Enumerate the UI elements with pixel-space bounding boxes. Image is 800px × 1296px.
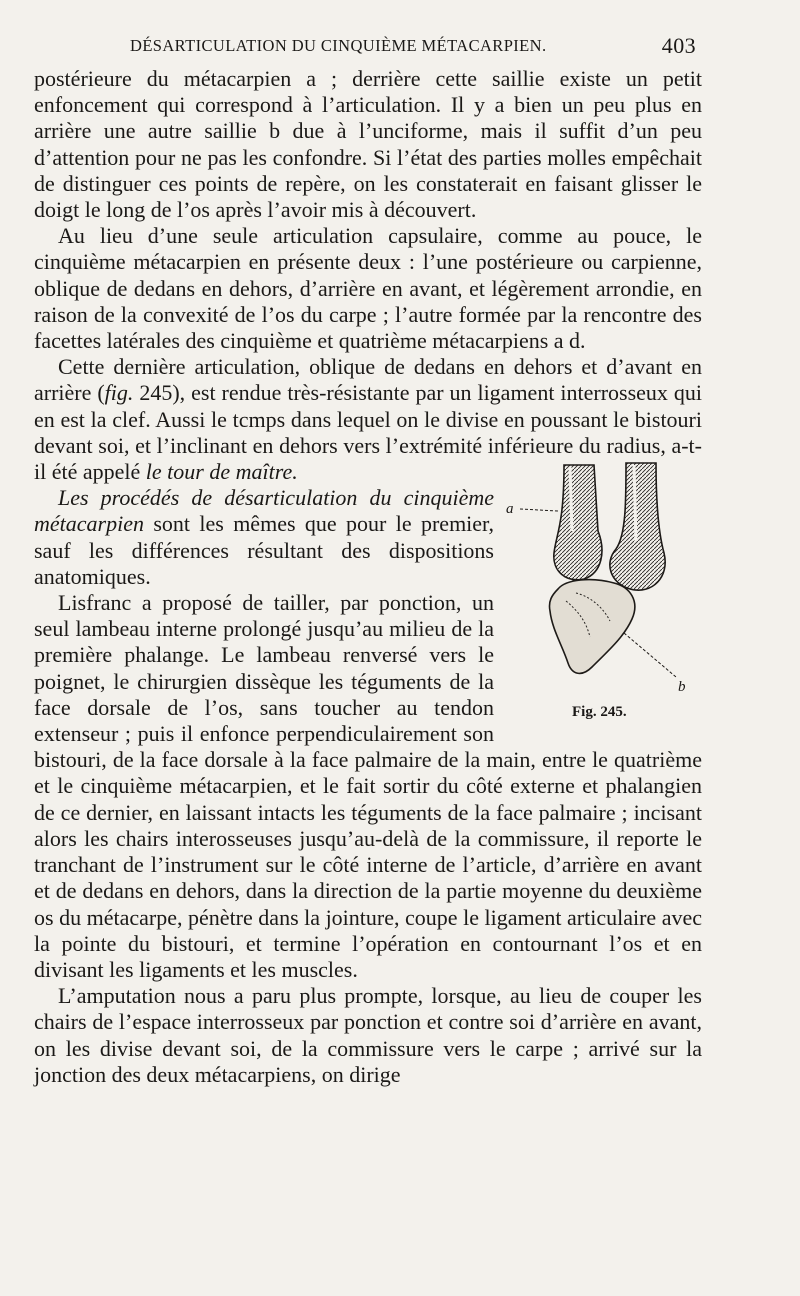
- paragraph-4-text: sont les mêmes que pour le premier, sauf les différences résultant des dispositions anatomiques.: [34, 511, 494, 589]
- paragraph-6: L’amputation nous a paru plus prompte, lorsque, au lieu de couper les chairs de l’espace interrosseux par ponction et contre soi d’arrière en avant, on les divise devant soi, de la commissure vers le carpe ; arrivé sur la jonction des deux métacarpiens, on dirige: [34, 983, 702, 1087]
- figure-label-b: b: [678, 679, 686, 696]
- paragraph-3-text-b: 245), est rendue très-résistante par un ligament interrosseux qui en est la clef. Aussi le tcmps dans lequel on le divise en poussant le bistouri devant soi, et l’inclinant en dehors vers l’extrémité inférieure du radius, a-t-il été appelé: [34, 380, 702, 485]
- figure-label-a: a: [506, 501, 514, 518]
- page-number: 403: [661, 33, 696, 58]
- running-head: [34, 33, 698, 63]
- fifth-metacarpal-shape: [554, 465, 602, 580]
- body-text: [34, 66, 702, 1088]
- paragraph-5: Lisfranc a proposé de tailler, par ponction, un seul lambeau interne prolongé jusqu’au milieu de la première phalange. Le lambeau renversé vers le poignet, le chirurgien dissèque les téguments de la face dorsale de l’os, sans toucher au tendon extenseur ; puis il enfonce perpendiculairement son bistouri, de la face dorsale à la face palmaire de la main, entre le quatrième et le cinquième métacarpien, et le fait sortir du côté externe et phalangien de ce dernier, en laissant intacts les téguments de la face palmaire ; incisant alors les chairs interosseuses jusqu’au-delà de la commissure, il reporte le tranchant de l’instrument sur le côté interne de l’article, d’arrière en avant et de dedans en dehors, dans la direction de la partie moyenne du deuxième os du métacarpe, pénètre dans la jointure, coupe le ligament articulaire avec la pointe du bistouri, et termine l’opération en contournant l’os et en divisant les ligaments et les muscles.: [34, 590, 702, 982]
- paragraph-4-emphasis: Les procédés de désarticulation du cinquième métacarpien: [34, 485, 494, 537]
- unciform-bone-shape: [549, 580, 634, 674]
- bone-illustration: [506, 461, 702, 697]
- fig-reference: fig.: [104, 380, 134, 406]
- leader-line-b: [624, 633, 676, 677]
- tour-de-maitre: le tour de maître.: [145, 459, 298, 485]
- paragraph-2: Au lieu d’une seule articulation capsulaire, comme au pouce, le cinquième métacarpien en présente deux : l’une postérieure ou carpienne, oblique de dedans en dehors, d’arrière en avant, et légèrement arrondie, en raison de la convexité de l’os du carpe ; l’autre formée par la rencontre des facettes latérales des cinquième et quatrième métacarpiens a d.: [34, 223, 702, 354]
- leader-line-a: [520, 509, 558, 511]
- figure-caption: Fig. 245.: [572, 704, 627, 721]
- paragraph-3-text-a: Cette dernière articulation, oblique de dedans en dehors et d’avant en arrière (: [34, 354, 702, 406]
- running-title: DÉSARTICULATION DU CINQUIÈME MÉTACARPIEN.: [130, 36, 547, 55]
- paragraph-1: postérieure du métacarpien a ; derrière cette saillie existe un petit enfoncement qui correspond à l’articulation. Il y a bien un peu plus en arrière une autre saillie b due à l’unciforme, mais il suffit d’un peu d’attention pour ne pas les confondre. Si l’état des parties molles empêchait de distinguer ces points de repère, on les constaterait en faisant glisser le doigt le long de l’os après l’avoir mis à découvert.: [34, 66, 702, 223]
- figure-245: [506, 461, 702, 725]
- fourth-metacarpal-shape: [610, 463, 665, 590]
